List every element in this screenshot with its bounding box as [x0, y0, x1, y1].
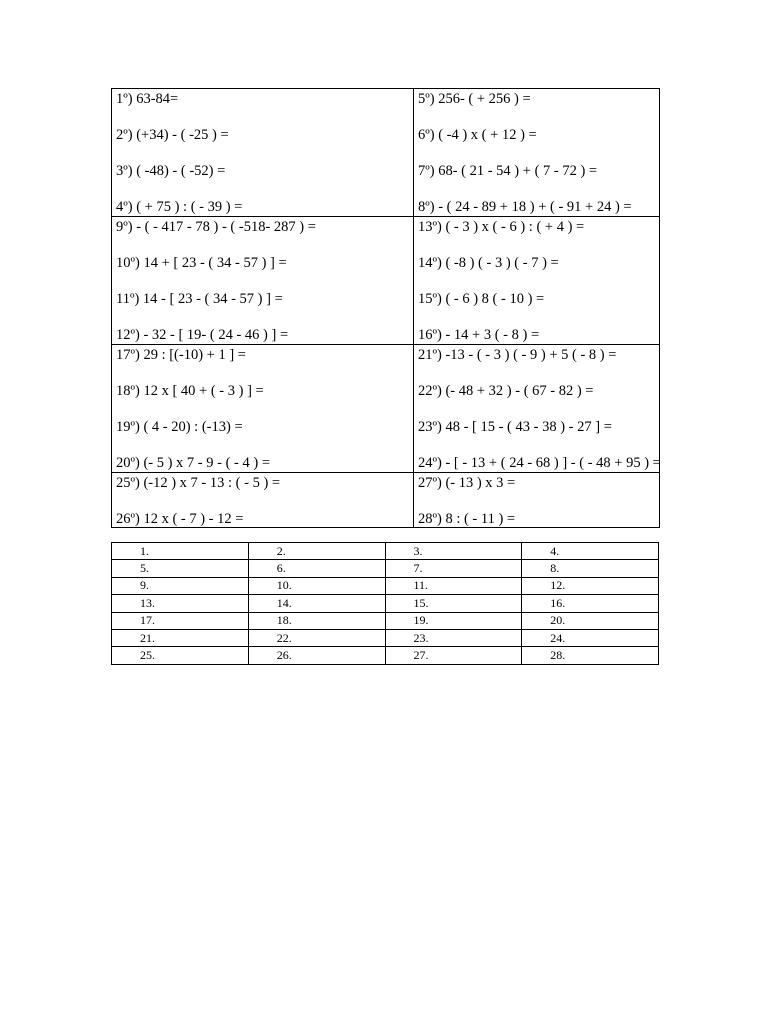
answer-cell: 10. — [248, 577, 385, 594]
answer-cell: 16. — [522, 595, 659, 612]
exercise-5: 5º) 256- ( + 256 ) = — [418, 91, 531, 107]
answer-cell: 17. — [112, 612, 249, 629]
exercise-11: 11º) 14 - [ 23 - ( 34 - 57 ) ] = — [116, 291, 283, 307]
answer-row — [112, 612, 659, 629]
exercise-2: 2º) (+34) - ( -25 ) = — [116, 127, 229, 143]
exercise-17: 17º) 29 : [(-10) + 1 ] = — [116, 347, 246, 363]
answer-cell: 28. — [522, 647, 659, 664]
answer-cell: 24. — [522, 629, 659, 646]
exercise-24: 24º) - [ - 13 + ( 24 - 68 ) ] - ( - 48 + 95 ) = — [418, 455, 661, 471]
exercise-1: 1º) 63-84= — [116, 91, 179, 107]
exercise-12: 12º) - 32 - [ 19- ( 24 - 46 ) ] = — [116, 327, 289, 343]
answer-cell: 1. — [112, 543, 249, 560]
exercise-7: 7º) 68- ( 21 - 54 ) + ( 7 - 72 ) = — [418, 163, 598, 179]
exercise-10: 10º) 14 + [ 23 - ( 34 - 57 ) ] = — [116, 255, 287, 271]
exercise-19: 19º) ( 4 - 20) : (-13) = — [116, 419, 243, 435]
exercise-4: 4º) ( + 75 ) : ( - 39 ) = — [116, 199, 243, 215]
answer-cell: 23. — [385, 629, 522, 646]
answer-cell: 21. — [112, 629, 249, 646]
exercise-cell — [414, 473, 660, 528]
exercise-27: 27º) (- 13 ) x 3 = — [418, 475, 516, 491]
answer-cell: 27. — [385, 647, 522, 664]
exercise-15: 15º) ( - 6 ) 8 ( - 10 ) = — [418, 291, 545, 307]
answer-cell: 3. — [385, 543, 522, 560]
answer-cell: 13. — [112, 595, 249, 612]
exercise-14: 14º) ( -8 ) ( - 3 ) ( - 7 ) = — [418, 255, 559, 271]
answer-cell: 19. — [385, 612, 522, 629]
exercise-16: 16º) - 14 + 3 ( - 8 ) = — [418, 327, 540, 343]
exercise-21: 21º) -13 - ( - 3 ) ( - 9 ) + 5 ( - 8 ) = — [418, 347, 617, 363]
exercise-cell — [112, 217, 414, 345]
answer-cell: 15. — [385, 595, 522, 612]
answer-cell: 26. — [248, 647, 385, 664]
answer-cell: 25. — [112, 647, 249, 664]
exercise-row — [112, 345, 660, 473]
answer-cell: 22. — [248, 629, 385, 646]
exercise-18: 18º) 12 x [ 40 + ( - 3 ) ] = — [116, 383, 264, 399]
exercise-cell — [414, 217, 660, 345]
answer-cell: 11. — [385, 577, 522, 594]
answer-cell: 2. — [248, 543, 385, 560]
exercise-20: 20º) (- 5 ) x 7 - 9 - ( - 4 ) = — [116, 455, 271, 471]
exercise-row — [112, 473, 660, 528]
answer-cell: 8. — [522, 560, 659, 577]
answer-cell: 9. — [112, 577, 249, 594]
exercise-row — [112, 89, 660, 217]
exercise-25: 25º) (-12 ) x 7 - 13 : ( - 5 ) = — [116, 475, 281, 491]
exercise-cell — [414, 345, 660, 473]
exercise-row — [112, 217, 660, 345]
exercise-8: 8º) - ( 24 - 89 + 18 ) + ( - 91 + 24 ) = — [418, 199, 632, 215]
exercise-22: 22º) (- 48 + 32 ) - ( 67 - 82 ) = — [418, 383, 594, 399]
answer-row — [112, 560, 659, 577]
exercise-table — [111, 88, 660, 528]
answer-cell: 4. — [522, 543, 659, 560]
answer-cell: 14. — [248, 595, 385, 612]
exercise-cell — [112, 89, 414, 217]
exercise-6: 6º) ( -4 ) x ( + 12 ) = — [418, 127, 537, 143]
answer-table — [111, 542, 659, 665]
exercise-26: 26º) 12 x ( - 7 ) - 12 = — [116, 511, 244, 527]
exercise-13: 13º) ( - 3 ) x ( - 6 ) : ( + 4 ) = — [418, 219, 585, 235]
answer-row — [112, 629, 659, 646]
answer-row — [112, 595, 659, 612]
answer-row — [112, 647, 659, 664]
answer-cell: 5. — [112, 560, 249, 577]
answer-row — [112, 543, 659, 560]
exercise-23: 23º) 48 - [ 15 - ( 43 - 38 ) - 27 ] = — [418, 419, 612, 435]
exercise-9: 9º) - ( - 417 - 78 ) - ( -518- 287 ) = — [116, 219, 316, 235]
exercise-cell — [112, 345, 414, 473]
answer-cell: 20. — [522, 612, 659, 629]
answer-cell: 18. — [248, 612, 385, 629]
exercise-cell — [414, 89, 660, 217]
answer-row — [112, 577, 659, 594]
answer-cell: 12. — [522, 577, 659, 594]
exercise-cell — [112, 473, 414, 528]
answer-cell: 6. — [248, 560, 385, 577]
exercise-28: 28º) 8 : ( - 11 ) = — [418, 511, 516, 527]
exercise-3: 3º) ( -48) - ( -52) = — [116, 163, 226, 179]
answer-cell: 7. — [385, 560, 522, 577]
